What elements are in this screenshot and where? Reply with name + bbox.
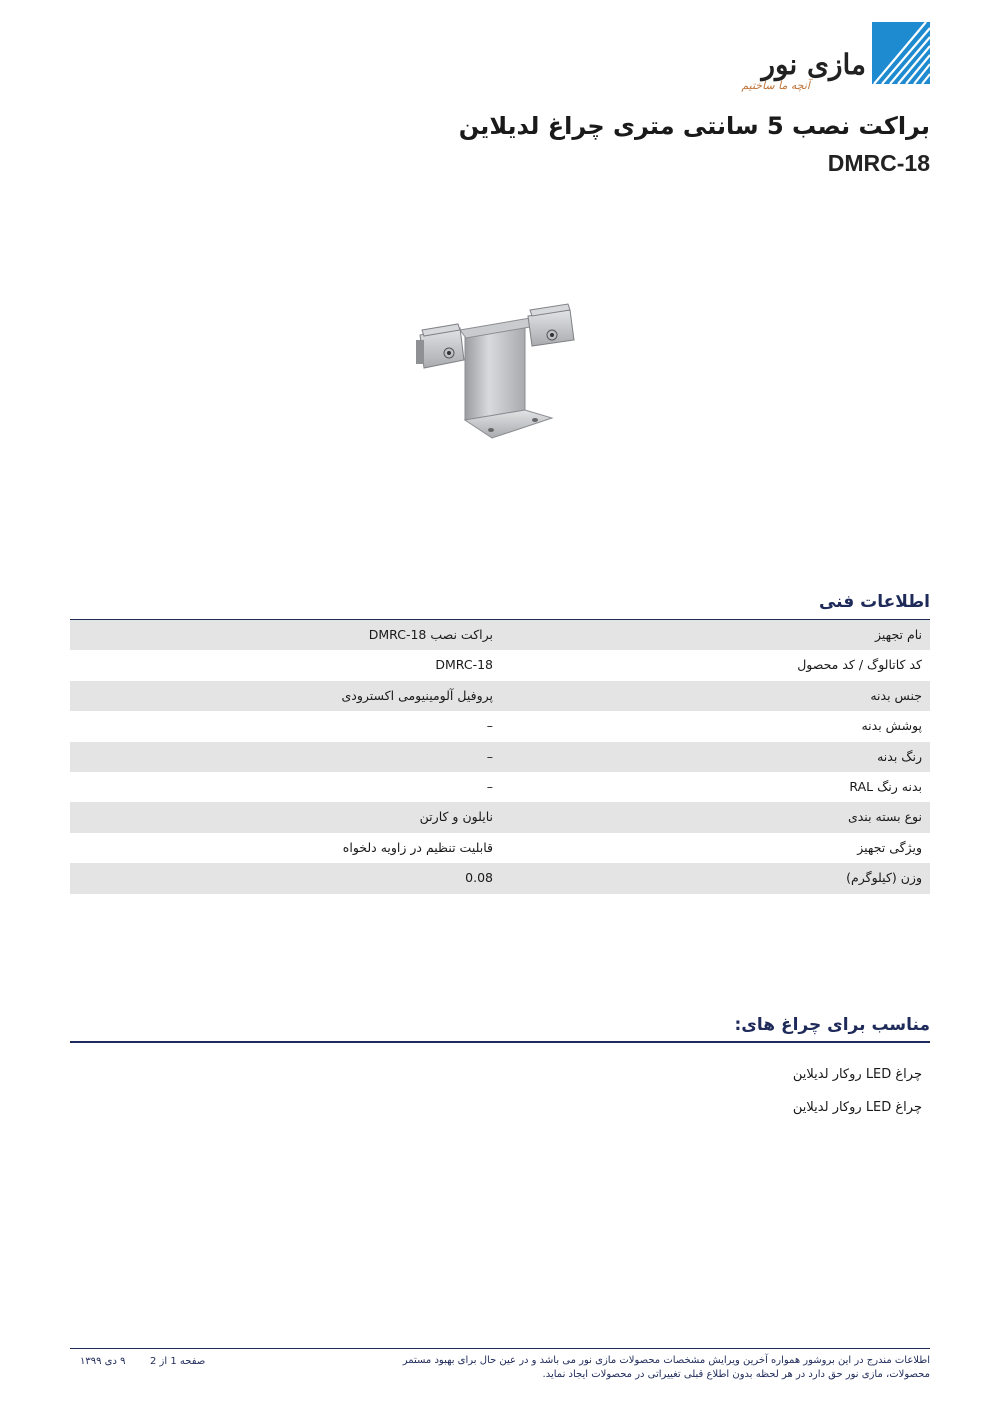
product-title: براکت نصب 5 سانتی متری چراغ لدیلاین [458, 112, 930, 140]
spec-label: کد کاتالوگ / کد محصول [797, 657, 922, 673]
spec-value: نایلون و کارتن [419, 809, 493, 825]
specs-heading: اطلاعات فنی [818, 592, 930, 612]
spec-value: DMRC-18 [435, 657, 493, 673]
footer-date: ۹ دی ۱۳۹۹ [80, 1356, 126, 1367]
spec-value: قابلیت تنظیم در زاویه دلخواه [342, 839, 493, 855]
footer-rule [70, 1348, 930, 1349]
spec-row [70, 711, 930, 741]
spec-row [70, 833, 930, 863]
logo-slogan: آنچه ما ساختیم [741, 79, 810, 92]
spec-label: پوشش بدنه [861, 718, 922, 734]
suitable-item: چراغ LED روکار لدیلاین [792, 1067, 922, 1082]
spec-row [70, 681, 930, 711]
logo-mark-icon [872, 22, 930, 84]
spec-row [70, 863, 930, 893]
page-number: صفحه 1 از 2 [150, 1356, 206, 1367]
spec-value: – [486, 748, 493, 764]
spec-label: نوع بسته بندی [847, 809, 922, 825]
spec-value: – [486, 778, 493, 794]
brand-logo [696, 22, 930, 92]
spec-value: – [486, 718, 493, 734]
spec-value: پروفیل آلومینیومی اکسترودی [341, 687, 493, 703]
spec-row [70, 802, 930, 832]
specs-table [70, 620, 930, 894]
spec-row [70, 620, 930, 650]
spec-row [70, 650, 930, 680]
product-image [400, 290, 600, 460]
suitable-rule [70, 1041, 930, 1043]
suitable-item: چراغ LED روکار لدیلاین [792, 1100, 922, 1115]
spec-row [70, 742, 930, 772]
spec-label: نام تجهیز [875, 627, 922, 642]
spec-label: وزن (کیلوگرم) [846, 870, 922, 886]
spec-value: براکت نصب DMRC-18 [368, 627, 493, 642]
spec-label: ویژگی تجهیز [857, 839, 922, 855]
suitable-heading: مناسب برای چراغ های: [734, 1015, 930, 1035]
spec-value: 0.08 [465, 870, 493, 886]
spec-label: بدنه رنگ RAL [849, 778, 922, 794]
spec-label: جنس بدنه [870, 687, 922, 703]
footer-disclaimer: اطلاعات مندرج در این بروشور همواره آخرین ویرایش مشخصات محصولات مازی نور می باشد و در عین حال برای بهبود مستمر محصولات، مازی نور حق دارد در هر لحظه بدون اطلاع قبلی تغییراتی در محصولات ایجاد نماید. [402, 1355, 930, 1380]
logo-wordmark: مازی نور [761, 48, 866, 81]
spec-label: رنگ بدنه [877, 748, 922, 764]
spec-row [70, 772, 930, 802]
product-code: DMRC-18 [827, 150, 930, 176]
